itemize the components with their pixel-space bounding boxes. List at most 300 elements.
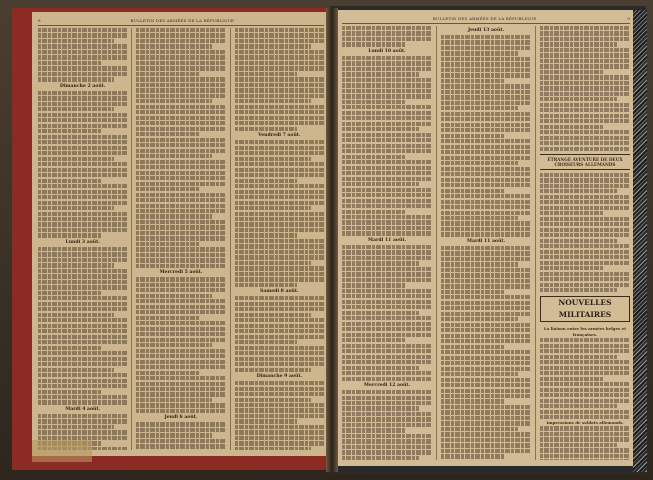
- text-line: [136, 242, 199, 246]
- text-line: [540, 86, 630, 90]
- text-line: [342, 37, 432, 41]
- text-line: [136, 338, 225, 342]
- text-line: [441, 432, 531, 436]
- text-line: [540, 64, 630, 68]
- text-line: [38, 151, 127, 155]
- text-line: [235, 302, 324, 306]
- text-line: [342, 428, 405, 432]
- left-columns: [38, 28, 324, 450]
- text-line: [235, 55, 324, 59]
- text-line: [540, 459, 630, 460]
- left-page: [32, 12, 330, 456]
- text-line: [136, 182, 225, 186]
- text-line: [441, 438, 531, 442]
- text-line: [441, 205, 531, 209]
- text-line: [441, 134, 504, 138]
- text-line: [441, 227, 531, 231]
- text-line: [540, 355, 617, 359]
- text-line: [38, 384, 127, 388]
- text-line: [136, 409, 225, 413]
- text-line: [441, 279, 531, 283]
- text-line: [342, 327, 432, 331]
- text-line: [441, 35, 531, 39]
- text-line: [540, 410, 630, 414]
- text-line: [235, 277, 324, 281]
- text-line: [235, 392, 324, 396]
- text-line: [342, 250, 432, 254]
- text-line: [342, 289, 432, 293]
- text-line: [235, 272, 324, 276]
- text-line: [441, 273, 531, 277]
- text-line: [235, 307, 324, 311]
- text-line: [136, 187, 199, 191]
- text-line: [38, 390, 101, 394]
- text-line: [38, 324, 127, 328]
- text-line: [540, 178, 630, 182]
- text-line: [540, 349, 630, 353]
- text-line: [342, 177, 432, 181]
- right-col3-box-head: ÉTRANGE AVENTURE DE DEUX CROISEURS ALLEMANDS: [540, 154, 630, 170]
- text-line: [441, 334, 531, 338]
- text-line: [342, 67, 432, 71]
- text-line: [38, 362, 127, 366]
- text-line: [342, 300, 432, 304]
- text-line: [136, 231, 225, 235]
- text-line: [235, 184, 324, 188]
- torn-page-edge: [32, 440, 92, 462]
- text-line: [136, 444, 225, 448]
- text-line: [441, 172, 531, 176]
- text-line: [38, 368, 114, 372]
- text-line: [136, 283, 225, 287]
- text-line: [441, 62, 531, 66]
- text-line: [38, 173, 127, 177]
- left-col1-head-1: Dimanche 2 août.: [59, 83, 106, 89]
- text-line: [38, 61, 101, 65]
- text-line: [136, 214, 212, 218]
- text-line: [540, 415, 630, 419]
- text-line: [540, 382, 630, 386]
- right-column-2: [441, 26, 531, 460]
- text-line: [540, 404, 617, 408]
- text-line: [38, 258, 127, 262]
- text-line: [136, 422, 225, 426]
- text-line: [540, 136, 630, 140]
- text-line: [136, 220, 225, 224]
- text-line: [136, 66, 225, 70]
- text-line: [441, 350, 531, 354]
- text-line: [342, 188, 432, 192]
- text-line: [38, 313, 114, 317]
- text-line: [235, 44, 311, 48]
- text-line: [38, 157, 114, 161]
- text-line: [540, 26, 630, 30]
- text-line: [235, 121, 324, 125]
- text-line: [235, 233, 298, 237]
- text-line: [342, 355, 432, 359]
- text-line: [136, 39, 225, 43]
- text-line: [342, 215, 432, 219]
- text-line: [235, 329, 324, 333]
- text-line: [235, 228, 324, 232]
- text-line: [38, 212, 127, 216]
- text-line: [38, 400, 127, 404]
- text-line: [136, 176, 225, 180]
- text-line: [540, 173, 630, 177]
- text-line: [540, 147, 630, 151]
- text-line: [441, 232, 531, 236]
- text-line: [38, 91, 127, 95]
- text-line: [136, 50, 225, 54]
- text-line: [38, 44, 127, 48]
- text-line: [136, 83, 225, 87]
- text-line: [540, 244, 630, 248]
- right-col2-head-2: Mardi 11 août.: [466, 238, 506, 244]
- left-head-title: BULLETIN DES ARMÉES DE LA RÉPUBLIQUE: [130, 18, 235, 23]
- text-line: [38, 39, 114, 43]
- left-head-rule: [38, 25, 324, 26]
- text-line: [235, 88, 324, 92]
- left-running-head: [38, 18, 324, 23]
- right-columns: [342, 26, 630, 460]
- text-line: [540, 437, 630, 441]
- text-line: [136, 321, 225, 325]
- text-line: [342, 406, 419, 410]
- text-line: [136, 382, 225, 386]
- text-line: [136, 132, 199, 136]
- left-col3-head-1: Vendredi 7 août.: [258, 133, 301, 139]
- text-line: [235, 217, 324, 221]
- text-line: [441, 449, 531, 453]
- text-line: [441, 123, 531, 127]
- text-line: [38, 162, 127, 166]
- text-line: [235, 266, 324, 270]
- text-line: [38, 168, 127, 172]
- text-line: [38, 118, 127, 122]
- text-line: [38, 280, 127, 284]
- text-line: [540, 53, 630, 57]
- text-line: [38, 107, 114, 111]
- text-line: [342, 226, 432, 230]
- text-line: [342, 396, 432, 400]
- text-line: [540, 119, 630, 123]
- text-line: [136, 360, 225, 364]
- text-line: [235, 195, 324, 199]
- text-line: [136, 61, 225, 65]
- text-line: [235, 77, 324, 81]
- text-line: [136, 392, 225, 396]
- text-line: [38, 357, 127, 361]
- text-line: [38, 307, 127, 311]
- left-col3-head-3: Dimanche 9 août.: [256, 374, 303, 380]
- text-line: [235, 190, 324, 194]
- text-line: [342, 171, 432, 175]
- text-line: [342, 267, 432, 271]
- text-line: [441, 410, 531, 414]
- text-line: [441, 323, 531, 327]
- text-line: [136, 99, 212, 103]
- text-line: [540, 37, 630, 41]
- text-line: [38, 247, 127, 251]
- text-line: [342, 149, 432, 153]
- text-line: [136, 277, 225, 281]
- text-line: [342, 83, 432, 87]
- text-line: [136, 138, 225, 142]
- text-line: [441, 405, 531, 409]
- text-line: [441, 361, 531, 365]
- right-col3-subhead-2: Impressions de soldats allemands.: [546, 420, 624, 426]
- text-line: [38, 96, 127, 100]
- text-line: [441, 427, 518, 431]
- text-line: [540, 108, 630, 112]
- text-line: [235, 151, 324, 155]
- text-line: [441, 389, 531, 393]
- text-line: [38, 373, 127, 377]
- text-line: [342, 338, 405, 342]
- text-line: [540, 377, 603, 381]
- text-line: [38, 217, 127, 221]
- text-line: [540, 75, 630, 79]
- text-line: [136, 33, 225, 37]
- text-line: [136, 94, 225, 98]
- text-line: [441, 106, 518, 110]
- text-line: [342, 100, 405, 104]
- text-line: [342, 144, 432, 148]
- text-line: [38, 318, 127, 322]
- text-line: [540, 288, 617, 292]
- text-line: [441, 246, 531, 250]
- text-line: [540, 371, 630, 375]
- text-line: [342, 111, 432, 115]
- text-line: [342, 116, 432, 120]
- text-line: [342, 256, 432, 260]
- text-line: [342, 138, 432, 142]
- text-line: [441, 383, 531, 387]
- text-line: [441, 356, 531, 360]
- text-line: [136, 72, 199, 76]
- text-line: [136, 258, 225, 262]
- text-line: [441, 339, 531, 343]
- text-line: [441, 211, 531, 215]
- text-line: [235, 239, 324, 243]
- text-line: [342, 366, 419, 370]
- text-line: [235, 313, 311, 317]
- text-line: [235, 387, 324, 391]
- text-line: [38, 50, 127, 54]
- text-line: [38, 269, 127, 273]
- text-line: [136, 105, 225, 109]
- text-line: [342, 390, 432, 394]
- text-line: [342, 439, 432, 443]
- text-line: [136, 428, 225, 432]
- text-line: [342, 456, 419, 460]
- left-col2-head-2: Jeudi 6 août.: [164, 415, 198, 421]
- text-line: [235, 116, 324, 120]
- text-line: [235, 261, 311, 265]
- left-col1-head-2: Lundi 3 août.: [65, 239, 100, 245]
- text-line: [38, 285, 127, 289]
- text-line: [441, 178, 531, 182]
- text-line: [136, 387, 225, 391]
- text-line: [235, 368, 311, 372]
- text-line: [38, 263, 114, 267]
- text-line: [136, 398, 212, 402]
- text-line: [235, 140, 324, 144]
- text-line: [540, 184, 630, 188]
- text-line: [441, 262, 518, 266]
- text-line: [441, 156, 531, 160]
- text-line: [342, 349, 432, 353]
- text-line: [540, 70, 603, 74]
- text-line: [235, 351, 324, 355]
- text-line: [235, 157, 311, 161]
- text-line: [235, 357, 324, 361]
- text-line: [136, 349, 225, 353]
- text-line: [540, 206, 630, 210]
- text-line: [342, 31, 432, 35]
- text-line: [441, 284, 531, 288]
- text-line: [540, 393, 630, 397]
- text-line: [540, 141, 630, 145]
- text-line: [441, 128, 531, 132]
- text-line: [136, 160, 225, 164]
- text-line: [342, 245, 432, 249]
- text-line: [235, 127, 298, 131]
- text-line: [342, 272, 432, 276]
- text-line: [136, 247, 225, 251]
- right-col-divider-1: [436, 26, 437, 460]
- text-line: [38, 129, 101, 133]
- text-line: [342, 261, 419, 265]
- text-line: [38, 140, 127, 144]
- text-line: [235, 168, 324, 172]
- right-col3-subhead-1: La liaison entre les armées belges et françaises.: [543, 326, 627, 338]
- text-line: [235, 110, 324, 114]
- text-line: [235, 146, 324, 150]
- text-line: [441, 443, 531, 447]
- text-line: [38, 146, 127, 150]
- text-line: [235, 66, 324, 70]
- text-line: [441, 367, 531, 371]
- text-line: [235, 436, 324, 440]
- text-line: [441, 454, 504, 458]
- text-line: [441, 101, 531, 105]
- left-col3-head-2: Samedi 8 août.: [260, 289, 299, 295]
- left-col2-head-1: Mercredi 5 août.: [159, 270, 203, 276]
- text-line: [38, 329, 127, 333]
- text-line: [342, 333, 432, 337]
- text-line: [136, 171, 225, 175]
- text-line: [441, 268, 531, 272]
- text-line: [540, 388, 630, 392]
- text-line: [136, 110, 225, 114]
- text-line: [235, 425, 324, 429]
- text-line: [540, 360, 630, 364]
- right-column-3: [540, 26, 630, 460]
- text-line: [136, 264, 225, 268]
- text-line: [342, 316, 432, 320]
- text-line: [441, 46, 531, 50]
- text-line: [136, 299, 225, 303]
- marbled-edge: [633, 10, 647, 472]
- text-line: [441, 394, 531, 398]
- text-line: [441, 251, 531, 255]
- text-line: [38, 335, 127, 339]
- text-line: [38, 72, 127, 76]
- text-line: [540, 114, 630, 118]
- text-line: [441, 51, 518, 55]
- text-line: [441, 200, 531, 204]
- text-line: [235, 201, 324, 205]
- text-line: [235, 72, 298, 76]
- text-line: [235, 441, 324, 445]
- text-line: [38, 190, 127, 194]
- text-line: [540, 211, 603, 215]
- text-line: [342, 155, 405, 159]
- text-line: [540, 272, 630, 276]
- text-line: [38, 233, 101, 237]
- text-line: [136, 143, 225, 147]
- text-line: [540, 443, 617, 447]
- left-page-number: 8: [38, 18, 41, 23]
- text-line: [235, 447, 311, 450]
- text-line: [441, 40, 531, 44]
- text-line: [342, 377, 432, 381]
- text-line: [540, 97, 617, 101]
- text-line: [136, 209, 225, 213]
- text-line: [235, 94, 324, 98]
- text-line: [342, 166, 432, 170]
- text-line: [441, 295, 531, 299]
- right-running-head: [342, 16, 630, 21]
- text-line: [136, 149, 225, 153]
- text-line: [342, 199, 432, 203]
- right-col3-big-head: NOUVELLES MILITAIRES: [540, 296, 630, 322]
- text-line: [136, 77, 225, 81]
- text-line: [136, 316, 199, 320]
- text-line: [342, 56, 432, 60]
- text-line: [441, 317, 518, 321]
- text-line: [540, 200, 630, 204]
- text-line: [38, 102, 127, 106]
- text-line: [441, 57, 531, 61]
- text-line: [136, 371, 199, 375]
- text-line: [235, 50, 324, 54]
- right-page: [336, 10, 636, 466]
- left-column-3: [235, 28, 324, 450]
- text-line: [441, 117, 531, 121]
- text-line: [540, 366, 630, 370]
- text-line: [235, 162, 324, 166]
- text-line: [540, 233, 630, 237]
- text-line: [342, 283, 405, 287]
- text-line: [136, 154, 212, 158]
- text-line: [38, 395, 127, 399]
- text-line: [235, 335, 324, 339]
- text-line: [342, 193, 432, 197]
- right-page-number: 9: [627, 16, 630, 21]
- text-line: [136, 127, 225, 131]
- text-line: [235, 99, 311, 103]
- text-line: [38, 296, 127, 300]
- text-line: [342, 423, 432, 427]
- text-line: [136, 288, 225, 292]
- text-line: [441, 378, 531, 382]
- text-line: [540, 250, 630, 254]
- text-line: [441, 372, 518, 376]
- text-line: [136, 116, 225, 120]
- text-line: [540, 48, 630, 52]
